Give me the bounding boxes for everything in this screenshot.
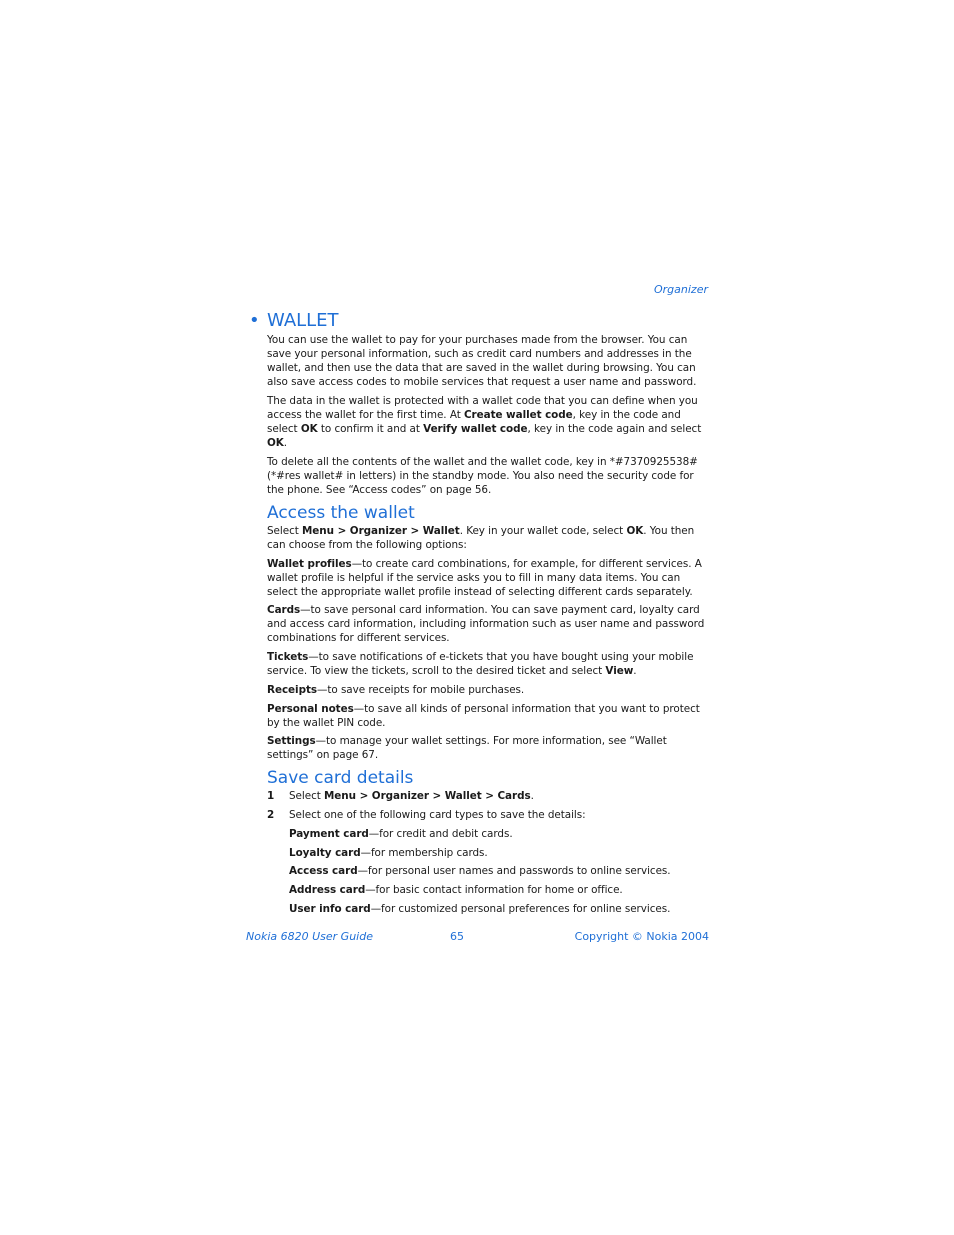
page-content bbox=[249, 309, 709, 916]
intro-paragraph-2: The data in the wallet is protected with a wallet code that you can define when you access the wallet for the first time. At Create wallet code, key in the code and select OK to confirm it and at Verify wallet code, key in the code again and select OK. bbox=[267, 395, 702, 449]
footer-guide-title: Nokia 6820 User Guide bbox=[246, 930, 373, 943]
card-type-address: Address card—for basic contact information for home or office. bbox=[289, 884, 623, 896]
section-title-text: WALLET bbox=[267, 310, 339, 331]
intro-paragraph-1: You can use the wallet to pay for your purchases made from the browser. You can save your personal information, such as credit card numbers and addresses in the wallet, and then use the data that are saved in the wallet during browsing. You can also save access codes to mobile services that request a user name and password. bbox=[267, 334, 697, 388]
running-header: Organizer bbox=[654, 283, 708, 296]
card-type-payment: Payment card—for credit and debit cards. bbox=[289, 828, 513, 840]
option-tickets: Tickets—to save notifications of e-tickets that you have bought using your mobile service. To view the tickets, scroll to the desired ticket and select View. bbox=[267, 651, 694, 677]
footer-copyright: Copyright © Nokia 2004 bbox=[574, 930, 709, 943]
card-type-loyalty: Loyalty card—for membership cards. bbox=[289, 847, 488, 859]
card-type-user-info: User info card—for customized personal preferences for online services. bbox=[289, 903, 671, 915]
page-number: 65 bbox=[450, 930, 464, 943]
option-wallet-profiles: Wallet profiles—to create card combinations, for example, for different services. A wallet profile is helpful if the service asks you to fill in many data items. You can select the appropriate wallet profile instead of selecting different cards separately. bbox=[267, 558, 702, 598]
option-personal-notes: Personal notes—to save all kinds of personal information that you want to protect by the wallet PIN code. bbox=[267, 703, 700, 729]
section-title bbox=[249, 309, 709, 333]
option-cards: Cards—to save personal card information. You can save payment card, loyalty card and access card information, including information such as user name and password combinations for different services. bbox=[267, 604, 705, 644]
page-footer bbox=[246, 930, 709, 944]
access-select-paragraph: Select Menu > Organizer > Wallet. Key in your wallet code, select OK. You then can choose from the following options: bbox=[267, 525, 695, 551]
intro-paragraph-3: To delete all the contents of the wallet and the wallet code, key in *#7370925538# (*#res wallet# in letters) in the standby mode. You also need the security code for the phone. See “Access codes” on page 56. bbox=[267, 456, 698, 496]
save-step-1: 1 Select Menu > Organizer > Wallet > Cards. bbox=[267, 790, 534, 802]
save-heading: Save card details bbox=[267, 768, 414, 788]
save-step-2: 2 Select one of the following card types to save the details: bbox=[267, 809, 586, 821]
bullet-icon: • bbox=[249, 310, 260, 331]
card-type-access: Access card—for personal user names and passwords to online services. bbox=[289, 865, 671, 877]
option-receipts: Receipts—to save receipts for mobile purchases. bbox=[267, 684, 525, 696]
option-settings: Settings—to manage your wallet settings. For more information, see “Wallet settings” on page 67. bbox=[267, 735, 667, 761]
access-heading: Access the wallet bbox=[267, 503, 415, 523]
